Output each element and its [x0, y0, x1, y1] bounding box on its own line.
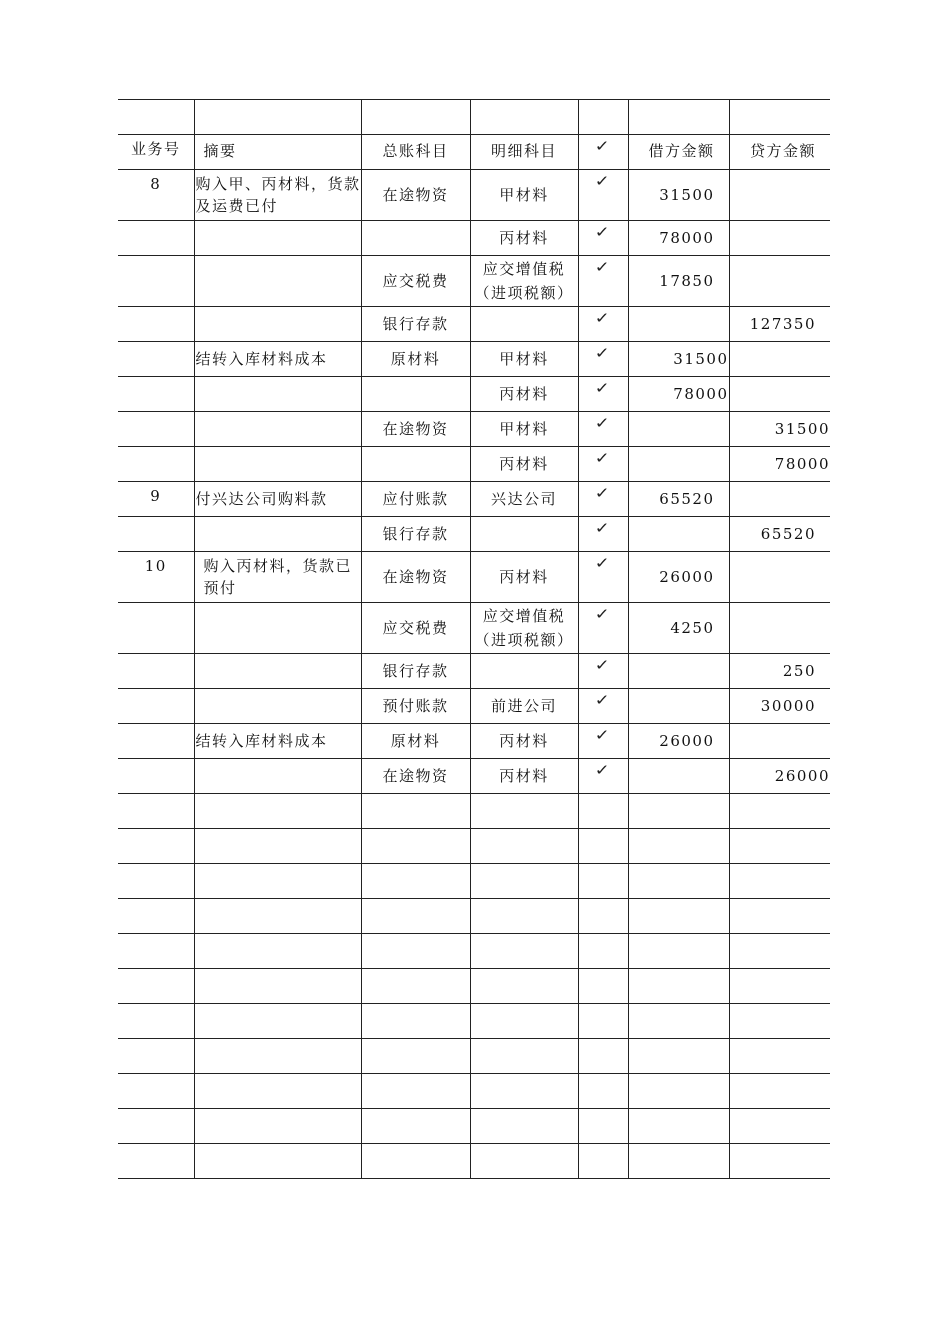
credit-amount-cell: 65520	[729, 517, 830, 552]
blank-cell	[194, 1004, 361, 1039]
check-mark-icon: ✓	[594, 258, 612, 276]
blank-cell	[729, 1039, 830, 1074]
blank-cell	[361, 794, 470, 829]
check-mark-icon: ✓	[594, 519, 612, 537]
blank-cell	[361, 969, 470, 1004]
check-mark-icon: ✓	[594, 656, 612, 674]
blank-cell	[628, 1074, 729, 1109]
summary-cell: 购入丙材料，货款已预付	[194, 552, 361, 603]
business-no-cell	[118, 447, 194, 482]
blank-cell	[194, 794, 361, 829]
blank-cell	[194, 1109, 361, 1144]
summary-cell	[194, 689, 361, 724]
sub-account-cell: 丙材料	[470, 759, 578, 794]
blank-cell	[118, 794, 194, 829]
blank-row	[118, 864, 830, 899]
blank-cell	[470, 829, 578, 864]
blank-cell	[729, 934, 830, 969]
table-row	[118, 221, 830, 256]
general-account-cell: 原材料	[361, 724, 470, 759]
debit-amount-cell: 65520	[628, 482, 729, 517]
credit-amount-cell	[729, 170, 830, 221]
debit-amount-cell	[628, 517, 729, 552]
blank-cell	[578, 864, 628, 899]
check-mark-icon: ✓	[594, 484, 612, 502]
table-row	[118, 342, 830, 377]
sub-account-cell: 丙材料	[470, 552, 578, 603]
credit-amount-cell: 78000	[729, 447, 830, 482]
debit-amount-cell	[628, 307, 729, 342]
sub-account-cell: 甲材料	[470, 412, 578, 447]
check-cell	[578, 342, 628, 377]
sub-account-cell: 兴达公司	[470, 482, 578, 517]
blank-cell	[628, 1039, 729, 1074]
blank-cell	[628, 1109, 729, 1144]
blank-cell	[729, 1004, 830, 1039]
check-cell	[578, 689, 628, 724]
check-cell	[578, 654, 628, 689]
blank-row	[118, 1074, 830, 1109]
sub-account-cell: 应交增值税（进项税额）	[470, 603, 578, 654]
business-no-cell	[118, 412, 194, 447]
check-mark-icon: ✓	[594, 137, 612, 155]
blank-cell	[628, 1004, 729, 1039]
debit-amount-cell: 17850	[628, 256, 729, 307]
table-row	[118, 517, 830, 552]
general-account-cell: 原材料	[361, 342, 470, 377]
blank-cell	[628, 864, 729, 899]
check-mark-icon: ✓	[594, 223, 612, 241]
blank-cell	[118, 829, 194, 864]
blank-cell	[118, 899, 194, 934]
general-account-cell: 在途物资	[361, 170, 470, 221]
check-cell	[578, 603, 628, 654]
credit-amount-cell	[729, 724, 830, 759]
header-row	[118, 135, 830, 170]
business-no-cell	[118, 724, 194, 759]
business-no-cell	[118, 377, 194, 412]
general-account-cell: 预付账款	[361, 689, 470, 724]
blank-row	[118, 899, 830, 934]
blank-row	[118, 969, 830, 1004]
check-mark-icon: ✓	[594, 761, 612, 779]
blank-cell	[194, 829, 361, 864]
check-mark-icon: ✓	[594, 691, 612, 709]
blank-cell	[470, 864, 578, 899]
header-credit: 贷方金额	[729, 135, 830, 170]
credit-amount-cell	[729, 256, 830, 307]
debit-amount-cell	[628, 447, 729, 482]
table-row	[118, 724, 830, 759]
blank-cell	[729, 1144, 830, 1179]
sub-account-cell	[470, 307, 578, 342]
blank-cell	[361, 934, 470, 969]
blank-cell	[194, 899, 361, 934]
sub-account-cell: 丙材料	[470, 447, 578, 482]
blank-cell	[470, 1144, 578, 1179]
blank-cell	[578, 934, 628, 969]
blank-cell	[628, 934, 729, 969]
business-no-cell	[118, 221, 194, 256]
blank-cell	[361, 1109, 470, 1144]
debit-amount-cell: 26000	[628, 724, 729, 759]
general-account-cell: 银行存款	[361, 307, 470, 342]
check-mark-icon: ✓	[594, 554, 612, 572]
general-account-cell	[361, 447, 470, 482]
general-account-cell: 在途物资	[361, 412, 470, 447]
blank-cell	[628, 969, 729, 1004]
blank-cell	[578, 1074, 628, 1109]
blank-cell	[729, 899, 830, 934]
header-general-account: 总账科目	[361, 135, 470, 170]
blank-cell	[194, 1039, 361, 1074]
debit-amount-cell: 26000	[628, 552, 729, 603]
check-cell	[578, 552, 628, 603]
debit-amount-cell	[628, 412, 729, 447]
blank-cell	[578, 1004, 628, 1039]
table-row	[118, 603, 830, 654]
summary-cell	[194, 759, 361, 794]
blank-cell	[578, 794, 628, 829]
summary-cell	[194, 221, 361, 256]
check-cell	[578, 412, 628, 447]
general-account-cell: 应交税费	[361, 603, 470, 654]
blank-cell	[578, 1039, 628, 1074]
debit-amount-cell: 78000	[628, 377, 729, 412]
credit-amount-cell	[729, 482, 830, 517]
check-mark-icon: ✓	[594, 379, 612, 397]
general-account-cell: 银行存款	[361, 517, 470, 552]
business-no-cell	[118, 689, 194, 724]
table-row	[118, 482, 830, 517]
check-mark-icon: ✓	[594, 414, 612, 432]
journal-entry-table	[118, 99, 830, 1179]
table-row	[118, 759, 830, 794]
table-row	[118, 447, 830, 482]
summary-cell	[194, 377, 361, 412]
header-sub-account: 明细科目	[470, 135, 578, 170]
blank-cell	[578, 1144, 628, 1179]
general-account-cell: 银行存款	[361, 654, 470, 689]
blank-cell	[361, 829, 470, 864]
debit-amount-cell	[628, 654, 729, 689]
blank-cell	[194, 969, 361, 1004]
blank-cell	[470, 899, 578, 934]
sub-account-cell	[470, 654, 578, 689]
debit-amount-cell: 31500	[628, 342, 729, 377]
blank-cell	[729, 1074, 830, 1109]
general-account-cell: 在途物资	[361, 552, 470, 603]
credit-amount-cell	[729, 221, 830, 256]
blank-row	[118, 829, 830, 864]
business-no-cell: 10	[118, 552, 194, 603]
blank-cell	[194, 864, 361, 899]
summary-cell: 购入甲、丙材料，货款及运费已付	[194, 170, 361, 221]
blank-cell	[118, 969, 194, 1004]
blank-cell	[194, 934, 361, 969]
credit-amount-cell: 250	[729, 654, 830, 689]
blank-cell	[361, 864, 470, 899]
credit-amount-cell	[729, 342, 830, 377]
general-account-cell	[361, 221, 470, 256]
check-cell	[578, 256, 628, 307]
blank-cell	[361, 1144, 470, 1179]
check-cell	[578, 482, 628, 517]
general-account-cell: 在途物资	[361, 759, 470, 794]
blank-cell	[729, 794, 830, 829]
credit-amount-cell	[729, 377, 830, 412]
summary-cell	[194, 256, 361, 307]
check-mark-icon: ✓	[594, 344, 612, 362]
blank-row	[118, 1144, 830, 1179]
sub-account-cell: 丙材料	[470, 724, 578, 759]
blank-row	[118, 1039, 830, 1074]
general-account-cell	[361, 377, 470, 412]
blank-top-row	[118, 100, 830, 135]
check-cell	[578, 170, 628, 221]
debit-amount-cell	[628, 759, 729, 794]
summary-cell	[194, 603, 361, 654]
business-no-cell	[118, 759, 194, 794]
table-row	[118, 552, 830, 603]
summary-cell	[194, 517, 361, 552]
blank-cell	[578, 1109, 628, 1144]
blank-row	[118, 794, 830, 829]
summary-cell: 结转入库材料成本	[194, 724, 361, 759]
check-cell	[578, 724, 628, 759]
blank-cell	[194, 1074, 361, 1109]
blank-row	[118, 934, 830, 969]
sub-account-cell: 前进公司	[470, 689, 578, 724]
blank-cell	[361, 1039, 470, 1074]
credit-amount-cell: 31500	[729, 412, 830, 447]
debit-amount-cell: 4250	[628, 603, 729, 654]
business-no-cell: 9	[118, 482, 194, 517]
check-cell	[578, 447, 628, 482]
credit-amount-cell	[729, 603, 830, 654]
business-no-cell	[118, 342, 194, 377]
summary-cell	[194, 447, 361, 482]
blank-cell	[628, 899, 729, 934]
sub-account-cell: 甲材料	[470, 342, 578, 377]
header-business-no: 业务号	[118, 135, 194, 170]
credit-amount-cell: 30000	[729, 689, 830, 724]
summary-cell: 结转入库材料成本	[194, 342, 361, 377]
blank-cell	[628, 829, 729, 864]
check-mark-icon: ✓	[594, 449, 612, 467]
blank-cell	[470, 1004, 578, 1039]
sub-account-cell: 丙材料	[470, 221, 578, 256]
credit-amount-cell	[729, 552, 830, 603]
sub-account-cell: 应交增值税（进项税额）	[470, 256, 578, 307]
blank-cell	[361, 1004, 470, 1039]
general-account-cell: 应付账款	[361, 482, 470, 517]
blank-cell	[118, 1144, 194, 1179]
debit-amount-cell: 31500	[628, 170, 729, 221]
credit-amount-cell: 26000	[729, 759, 830, 794]
check-mark-icon: ✓	[594, 309, 612, 327]
sub-account-cell	[470, 517, 578, 552]
blank-cell	[118, 1109, 194, 1144]
summary-cell	[194, 412, 361, 447]
table-row	[118, 307, 830, 342]
blank-cell	[470, 1039, 578, 1074]
header-check	[578, 135, 628, 170]
blank-cell	[361, 1074, 470, 1109]
sub-account-cell: 甲材料	[470, 170, 578, 221]
check-cell	[578, 221, 628, 256]
check-cell	[578, 307, 628, 342]
check-cell	[578, 377, 628, 412]
blank-cell	[628, 1144, 729, 1179]
blank-cell	[578, 899, 628, 934]
blank-cell	[361, 899, 470, 934]
blank-cell	[470, 969, 578, 1004]
blank-cell	[118, 1004, 194, 1039]
blank-cell	[729, 969, 830, 1004]
blank-cell	[578, 969, 628, 1004]
summary-cell	[194, 307, 361, 342]
summary-cell: 付兴达公司购料款	[194, 482, 361, 517]
header-debit: 借方金额	[628, 135, 729, 170]
check-mark-icon: ✓	[594, 172, 612, 190]
blank-cell	[578, 829, 628, 864]
blank-row	[118, 1109, 830, 1144]
blank-cell	[729, 864, 830, 899]
blank-cell	[118, 1039, 194, 1074]
table-row	[118, 377, 830, 412]
blank-cell	[118, 934, 194, 969]
summary-cell	[194, 654, 361, 689]
business-no-cell	[118, 603, 194, 654]
business-no-cell: 8	[118, 170, 194, 221]
blank-cell	[628, 794, 729, 829]
blank-cell	[470, 1074, 578, 1109]
sub-account-cell: 丙材料	[470, 377, 578, 412]
check-cell	[578, 759, 628, 794]
debit-amount-cell	[628, 689, 729, 724]
check-mark-icon: ✓	[594, 726, 612, 744]
check-cell	[578, 517, 628, 552]
header-summary: 摘要	[194, 135, 361, 170]
business-no-cell	[118, 517, 194, 552]
general-account-cell: 应交税费	[361, 256, 470, 307]
table-row	[118, 412, 830, 447]
business-no-cell	[118, 256, 194, 307]
business-no-cell	[118, 654, 194, 689]
check-mark-icon: ✓	[594, 605, 612, 623]
blank-cell	[118, 864, 194, 899]
table-row	[118, 256, 830, 307]
blank-row	[118, 1004, 830, 1039]
blank-cell	[118, 1074, 194, 1109]
table-row	[118, 654, 830, 689]
blank-cell	[470, 1109, 578, 1144]
business-no-cell	[118, 307, 194, 342]
table-row	[118, 689, 830, 724]
blank-cell	[729, 1109, 830, 1144]
blank-cell	[729, 829, 830, 864]
debit-amount-cell: 78000	[628, 221, 729, 256]
blank-cell	[470, 794, 578, 829]
blank-cell	[194, 1144, 361, 1179]
table-row	[118, 170, 830, 221]
blank-cell	[470, 934, 578, 969]
credit-amount-cell: 127350	[729, 307, 830, 342]
